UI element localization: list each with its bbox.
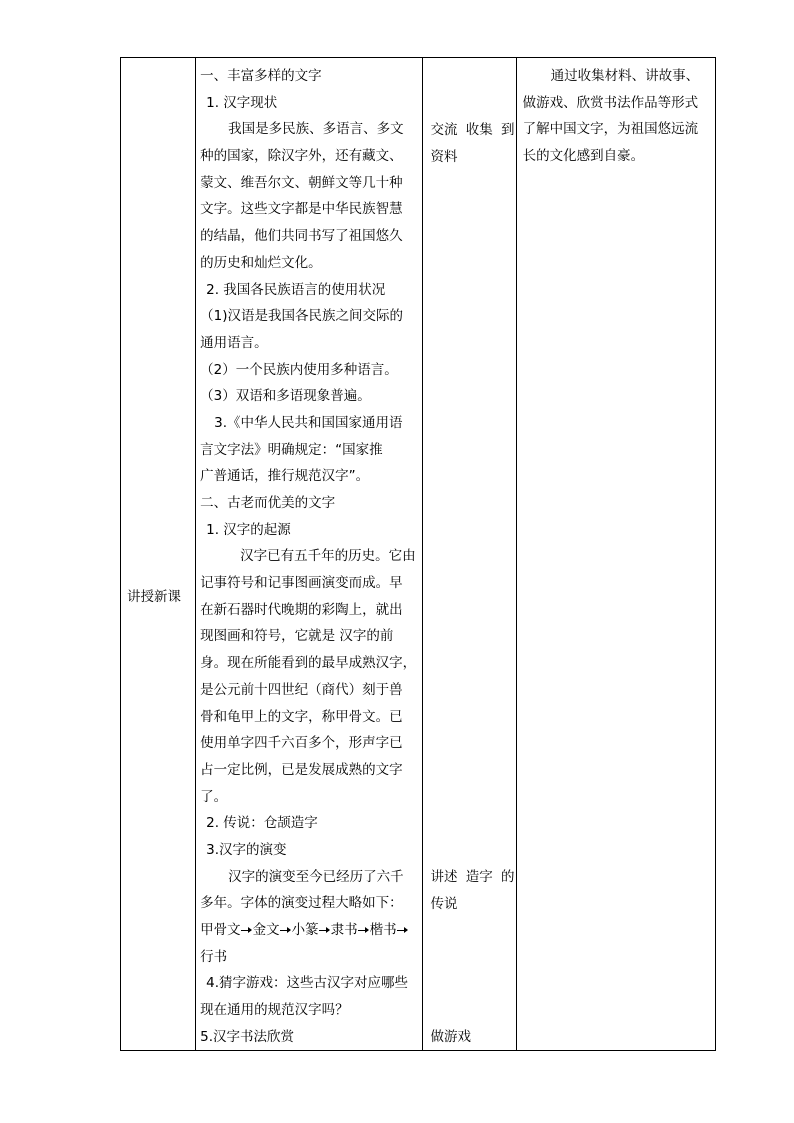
content-line: 1. 汉字现状	[206, 94, 278, 111]
arrow-right-icon	[358, 925, 370, 935]
purpose-line: 长的文化感到自豪。	[522, 148, 645, 165]
evolution-line	[200, 917, 418, 944]
arrow-right-icon	[241, 925, 253, 935]
evolution-stage: 金文	[252, 922, 280, 938]
content-lines	[200, 63, 418, 917]
content-line: 4.猜字游戏：这些古汉字对应哪些	[206, 975, 409, 992]
content-line: 的历史和灿烂文化。	[200, 254, 322, 271]
activity-story	[431, 864, 515, 917]
content-line: 是公元前十四世纪（商代）刻于兽	[200, 681, 403, 698]
evolution-stage: 甲骨文	[200, 922, 241, 938]
arrow-right-icon	[319, 925, 331, 935]
content-line: 了。	[200, 788, 228, 805]
content-line: 行书	[200, 948, 228, 965]
lesson-plan-table	[120, 57, 716, 1051]
content-line: 在新石器时代晚期的彩陶上，就出	[200, 601, 403, 618]
content-line: 二、古老而优美的文字	[200, 495, 336, 511]
content-cell	[196, 58, 422, 1051]
activity-story-row2: 传说	[430, 895, 458, 912]
content-line: 汉字已有五千年的历史。它由	[240, 548, 416, 565]
content-line: 骨和龟甲上的文字，称甲骨文。已	[200, 708, 403, 725]
purpose-line: 做游戏、欣赏书法作品等形式	[522, 94, 699, 111]
content-line: 现图画和符号，它就是 汉字的前	[200, 628, 394, 645]
arrow-right-icon	[397, 925, 409, 935]
activity-story-row1	[431, 864, 515, 891]
content-line: 现在通用的规范汉字吗？	[200, 1002, 349, 1019]
activity-text: 交流	[430, 122, 458, 138]
content-line: （3）双语和多语现象普遍。	[200, 388, 371, 405]
activity-exchange-row1	[431, 117, 515, 144]
content-line: 2. 我国各民族语言的使用状况	[206, 281, 386, 298]
activity-exchange-row2: 资料	[430, 148, 458, 165]
content-line: 使用单字四千六百多个，形声字已	[200, 735, 403, 752]
content-line: 身。现在所能看到的最早成熟汉字，	[200, 655, 417, 672]
activity-text: 到	[501, 122, 515, 138]
content-line: 一、丰富多样的文字	[200, 68, 322, 84]
activity-game-text: 做游戏	[430, 1029, 471, 1045]
content-line: 3.汉字的演变	[206, 841, 287, 858]
activity-game	[431, 1024, 515, 1051]
content-line: 言文字法》明确规定：“国家推	[200, 441, 383, 458]
stage-label: 讲授新课	[127, 589, 181, 606]
content-line: 3.《中华人民共和国国家通用语	[214, 414, 403, 431]
activity-text: 的	[501, 869, 515, 885]
purpose-cell	[516, 58, 715, 1051]
content-line: 我国是多民族、多语言、多文	[228, 121, 404, 138]
content-line: 种的国家，除汉字外，还有藏文、	[200, 148, 403, 165]
content-line: 5.汉字书法欣赏	[200, 1028, 295, 1045]
content-line: 文字。这些文字都是中华民族智慧	[200, 201, 403, 218]
activity-text: 造字	[465, 869, 493, 885]
content-lines-after	[200, 944, 418, 1051]
evolution-stage: 小篆	[291, 922, 319, 938]
purpose-line: 了解中国文字，为祖国悠远流	[522, 121, 699, 138]
content-line: 占一定比例，已是发展成熟的文字	[200, 761, 403, 778]
content-line: 2. 传说：仓颉造字	[206, 815, 318, 832]
content-line: 1. 汉字的起源	[206, 521, 291, 538]
content-line: 汉字的演变至今已经历了六千	[228, 868, 404, 885]
activity-text: 收集	[465, 122, 493, 138]
evolution-stage: 隶书	[330, 922, 358, 938]
content-line: 广普通话，推行规范汉字”。	[200, 468, 370, 485]
content-line: 的结晶，他们共同书写了祖国悠久	[200, 228, 403, 245]
arrow-right-icon	[280, 925, 292, 935]
evolution-stage: 楷书	[369, 922, 397, 938]
content-line: 多年。字体的演变过程大略如下：	[200, 895, 403, 912]
stage-cell	[121, 58, 196, 1051]
content-line: （1)汉语是我国各民族之间交际的	[200, 308, 403, 325]
content-line: 通用语言。	[200, 334, 268, 351]
purpose-line: 通过收集材料、讲故事、	[550, 68, 700, 84]
content-line: 蒙文、维吾尔文、朝鲜文等几十种	[200, 174, 403, 191]
content-line: （2）一个民族内使用多种语言。	[200, 361, 398, 378]
content-line: 记事符号和记事图画演变而成。早	[200, 575, 403, 592]
activity-text: 讲述	[430, 869, 458, 885]
activity-exchange	[431, 117, 515, 170]
activity-cell	[422, 58, 516, 1051]
table-row	[121, 58, 716, 1051]
